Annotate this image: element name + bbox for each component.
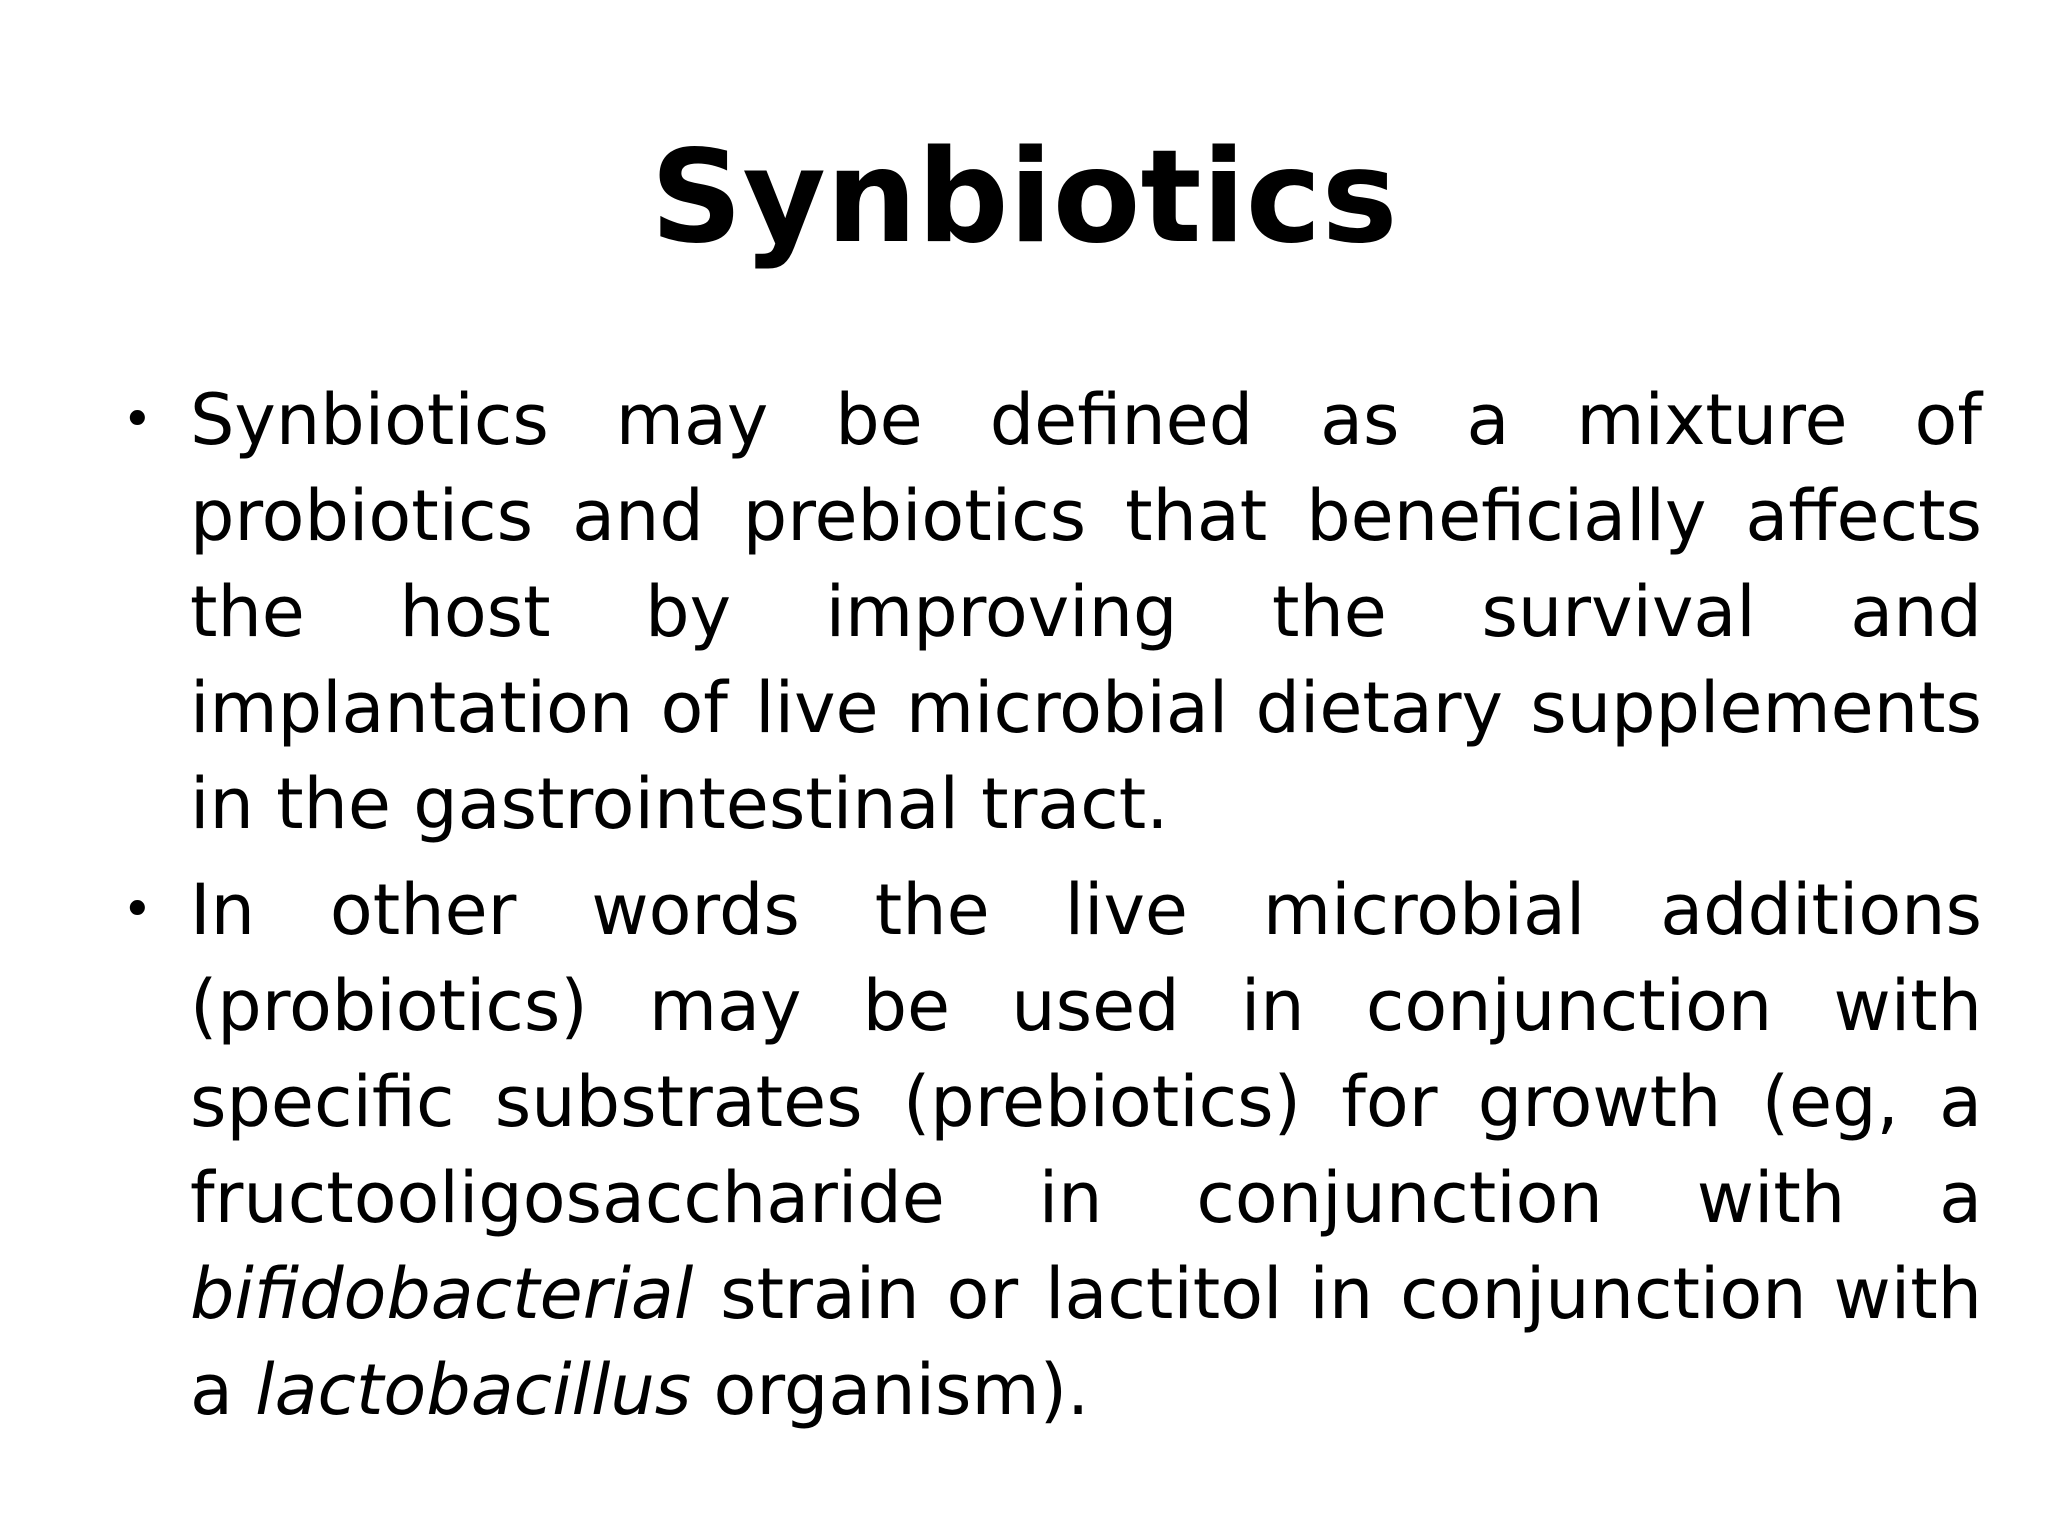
slide-title: Synbiotics	[650, 123, 1398, 272]
bullet-text-italic-term: bifidobacterial	[190, 1253, 694, 1335]
bullet-list	[122, 372, 1982, 1448]
bullet-text	[190, 372, 1982, 852]
bullet-dot-icon: •	[122, 390, 153, 450]
bullet-text	[190, 862, 1982, 1438]
bullet-text-segment: organism).	[691, 1349, 1090, 1431]
bullet-text-segment: In other words the live microbial additions (probiotics) may be used in conjunction with specific substrates (prebiotics) for growth (eg, a fructooligosaccharide in conjunction with a	[190, 869, 1982, 1239]
bullet-dot-icon: •	[122, 880, 153, 940]
bullet-text-segment: Synbiotics may be defined as a mixture of probiotics and prebiotics that beneficially affects the host by improving the survival and implantation of live microbial dietary supplements in the gastrointestinal tract.	[190, 379, 1982, 845]
bullet-item-definition	[122, 372, 1982, 852]
bullet-item-explanation	[122, 862, 1982, 1438]
bullet-text-segment: strain or lactitol in conjunction with a	[190, 1253, 1982, 1431]
bullet-text-italic-term: lactobacillus	[255, 1349, 692, 1431]
